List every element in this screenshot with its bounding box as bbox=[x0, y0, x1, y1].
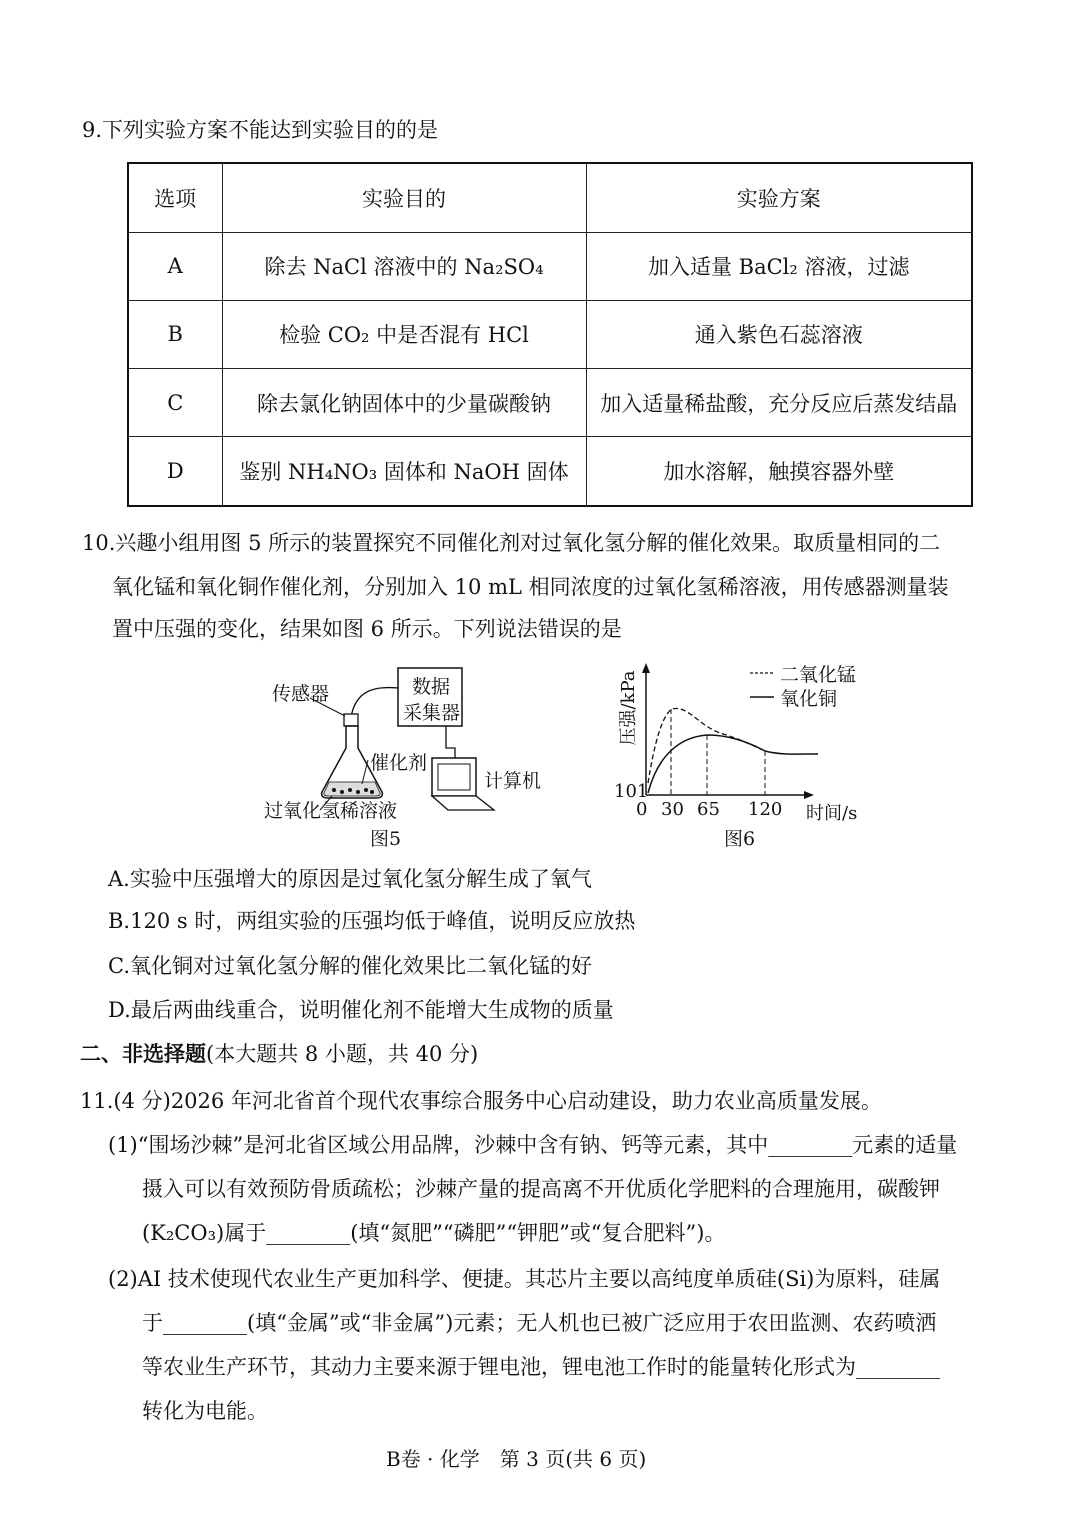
q10-stem-line-1: 10.兴趣小组用图 5 所示的装置探究不同催化剂对过氧化氢分解的催化效果。取质量相同的二 bbox=[82, 531, 941, 555]
q11-stem: 11.(4 分)2026 年河北省首个现代农事综合服务中心启动建设，助力农业高质量发展。 bbox=[80, 1089, 882, 1113]
header-option: 选项 bbox=[128, 163, 222, 232]
computer-wire bbox=[446, 726, 455, 758]
table-header-row bbox=[128, 163, 972, 232]
row-purpose: 除去氯化钠固体中的少量碳酸钠 bbox=[222, 369, 586, 437]
x-tick-65: 65 bbox=[697, 799, 720, 820]
x-axis-arrow bbox=[804, 791, 814, 799]
q9-stem: 9.下列实验方案不能达到实验目的的是 bbox=[82, 118, 439, 142]
q10-option-d: D.最后两曲线重合，说明催化剂不能增大生成物的质量 bbox=[108, 998, 614, 1022]
x-tick-120: 120 bbox=[748, 799, 783, 820]
q10-stem-line-3: 置中压强的变化，结果如图 6 所示。下列说法错误的是 bbox=[112, 617, 622, 641]
fig5-caption: 图5 bbox=[370, 828, 402, 850]
row-option: B bbox=[128, 300, 222, 368]
label-collector-1: 数据 bbox=[412, 676, 451, 698]
q11-part1-line-2: 摄入可以有效预防骨质疏松；沙棘产量的提高离不开优质化学肥料的合理施用，碳酸钾 bbox=[142, 1177, 940, 1201]
label-collector-2: 采集器 bbox=[403, 702, 461, 724]
row-purpose: 除去 NaCl 溶液中的 Na₂SO₄ bbox=[222, 232, 586, 300]
table-row bbox=[128, 369, 972, 437]
sensor-plug bbox=[344, 714, 358, 726]
x-axis-label: 时间/s bbox=[806, 803, 858, 824]
q10-stem-line-2: 氧化锰和氧化铜作催化剂，分别加入 10 mL 相同浓度的过氧化氢稀溶液，用传感器测量装 bbox=[112, 575, 949, 599]
row-plan: 加入适量 BaCl₂ 溶液，过滤 bbox=[586, 232, 972, 300]
q11-part2-line-4: 转化为电能。 bbox=[142, 1399, 268, 1423]
q11-part2-line-2: 于________(填“金属”或“非金属”)元素；无人机也已被广泛应用于农田监测、农药喷洒 bbox=[142, 1311, 937, 1335]
row-option: A bbox=[128, 232, 222, 300]
section-2-note: (本大题共 8 小题，共 40 分) bbox=[206, 1042, 479, 1066]
series-cuo-line bbox=[648, 735, 818, 793]
row-purpose: 鉴别 NH₄NO₃ 固体和 NaOH 固体 bbox=[222, 437, 586, 506]
computer-keyboard bbox=[432, 796, 494, 810]
q11-part2-line-3: 等农业生产环节，其动力主要来源于锂电池，锂电池工作时的能量转化形式为________ bbox=[142, 1355, 940, 1379]
section-2-title: 二、非选择题 bbox=[80, 1041, 206, 1066]
y-axis-label: 压强/kPa bbox=[618, 670, 639, 746]
fig6-caption: 图6 bbox=[724, 828, 756, 850]
row-purpose: 检验 CO₂ 中是否混有 HCl bbox=[222, 300, 586, 368]
table-row bbox=[128, 300, 972, 368]
table-row bbox=[128, 232, 972, 300]
header-purpose: 实验目的 bbox=[222, 163, 586, 232]
x-tick-30: 30 bbox=[661, 799, 684, 820]
catalyst-leader bbox=[362, 760, 368, 784]
q10-option-c: C.氧化铜对过氧化氢分解的催化效果比二氧化锰的好 bbox=[108, 954, 592, 978]
row-option: D bbox=[128, 437, 222, 506]
section-2-heading bbox=[80, 1039, 478, 1069]
header-plan: 实验方案 bbox=[586, 163, 972, 232]
label-catalyst: 催化剂 bbox=[370, 752, 428, 774]
y-origin-label: 101 bbox=[614, 781, 649, 802]
table-row bbox=[128, 437, 972, 506]
row-plan: 加入适量稀盐酸，充分反应后蒸发结晶 bbox=[586, 369, 972, 437]
q11-part2-line-1: (2)AI 技术使现代农业生产更加科学、便捷。其芯片主要以高纯度单质硅(Si)为原料，硅属 bbox=[108, 1267, 941, 1291]
y-axis-arrow bbox=[642, 663, 650, 673]
label-solution: 过氧化氢稀溶液 bbox=[264, 800, 398, 822]
row-option: C bbox=[128, 369, 222, 437]
q9-table bbox=[127, 162, 973, 507]
x-origin-label: 0 bbox=[636, 799, 648, 820]
label-sensor: 传感器 bbox=[272, 683, 330, 705]
page-footer: B卷 · 化学 第 3 页(共 6 页) bbox=[386, 1447, 647, 1471]
row-plan: 通入紫色石蕊溶液 bbox=[586, 300, 972, 368]
legend-cuo: 氧化铜 bbox=[780, 688, 838, 710]
legend-mno2: 二氧化锰 bbox=[780, 664, 857, 686]
q11-part1-line-1: (1)“围场沙棘”是河北省区域公用品牌，沙棘中含有钠、钙等元素，其中________元素的适量 bbox=[108, 1133, 958, 1157]
q10-option-a: A.实验中压强增大的原因是过氧化氢分解生成了氧气 bbox=[108, 867, 592, 891]
row-plan: 加水溶解，触摸容器外壁 bbox=[586, 437, 972, 506]
label-computer: 计算机 bbox=[484, 770, 542, 792]
q11-part1-line-3: (K₂CO₃)属于________(填“氮肥”“磷肥”“钾肥”或“复合肥料”)。 bbox=[142, 1221, 726, 1245]
q10-option-b: B.120 s 时，两组实验的压强均低于峰值，说明反应放热 bbox=[108, 909, 636, 933]
